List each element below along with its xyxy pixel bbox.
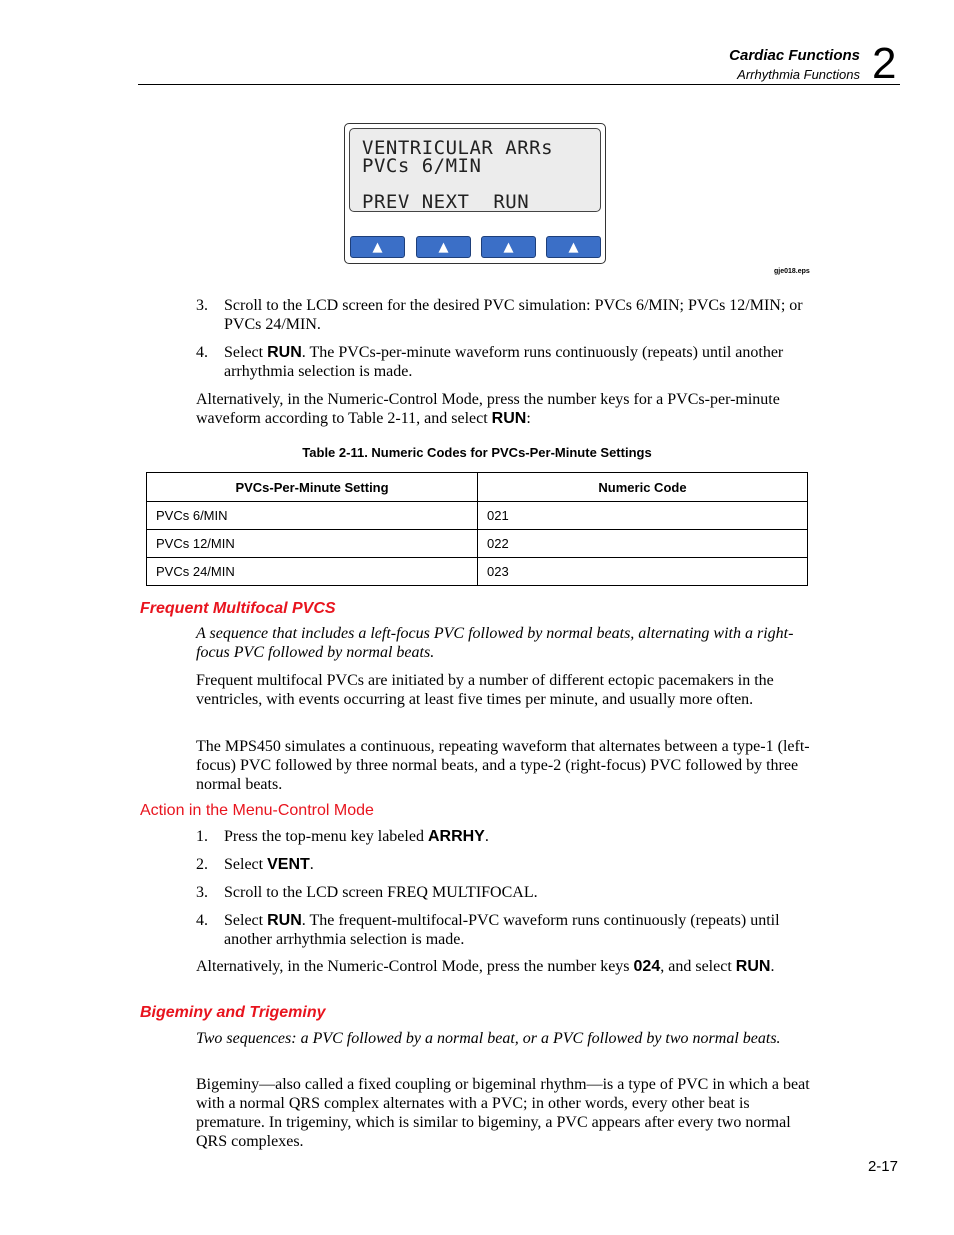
table-row: PVCs 12/MIN 022 xyxy=(147,530,808,558)
table-row: PVCs 6/MIN 021 xyxy=(147,502,808,530)
paragraph: Alternatively, in the Numeric-Control Mode, press the number keys for a PVCs-per-minute waveform according to Table 2-11, and select RUN: xyxy=(196,391,780,427)
lcd-line-3: PREV NEXT RUN xyxy=(362,191,530,213)
chapter-number: 2 xyxy=(872,39,897,88)
list-item: 3. Scroll to the LCD screen for the desired PVC simulation: PVCs 6/MIN; PVCs 12/MIN; or PVCs 24/MIN. xyxy=(196,297,803,333)
up-arrow-icon: ▲ xyxy=(372,239,383,255)
paragraph: Frequent multifocal PVCs are initiated by a number of different ectopic pacemakers in the ventricles, with events occurring at least five times per minute, and usually more often. xyxy=(196,672,774,708)
soft-key-3 xyxy=(481,236,536,258)
simulator-panel-figure xyxy=(344,123,606,264)
figure-file-label: gje018.eps xyxy=(774,268,810,275)
header-rule xyxy=(138,84,900,85)
list-item: 1. Press the top-menu key labeled ARRHY. xyxy=(196,828,489,845)
numeric-codes-table xyxy=(146,472,808,586)
up-arrow-icon: ▲ xyxy=(568,239,579,255)
paragraph: The MPS450 simulates a continuous, repeating waveform that alternates between a type-1 (left-focus) PVC followed by three normal beats, and a type-2 (right-focus) PVC followed by three normal beats. xyxy=(196,738,810,793)
lcd-screen xyxy=(349,128,601,212)
soft-key-4 xyxy=(546,236,601,258)
section-summary: A sequence that includes a left-focus PVC followed by normal beats, alternating with a right-focus PVC followed by normal beats. xyxy=(196,625,794,661)
page-number: 2-17 xyxy=(867,1158,898,1175)
paragraph: Alternatively, in the Numeric-Control Mode, press the number keys 024, and select RUN. xyxy=(196,958,775,975)
soft-key-1 xyxy=(350,236,405,258)
list-item: 3. Scroll to the LCD screen FREQ MULTIFOCAL. xyxy=(196,884,538,901)
section-summary: Two sequences: a PVC followed by a normal beat, or a PVC followed by two normal beats. xyxy=(196,1030,781,1047)
list-item: 2. Select VENT. xyxy=(196,856,314,873)
paragraph: Bigeminy—also called a fixed coupling or bigeminal rhythm—is a type of PVC in which a beat with a normal QRS complex alternates with a PVC; in other words, every other beat is premature. In trigeminy, which is similar to bigeminy, a PVC appears after every two normal QRS complexes. xyxy=(196,1076,810,1150)
subsection-heading: Action in the Menu-Control Mode xyxy=(140,802,374,819)
list-item: 4. Select RUN. The frequent-multifocal-PVC waveform runs continuously (repeats) until another arrhythmia selection is made. xyxy=(196,912,780,948)
lcd-line-2: PVCs 6/MIN xyxy=(362,155,482,177)
list-item: 4. Select RUN. The PVCs-per-minute waveform runs continuously (repeats) until another arrhythmia selection is made. xyxy=(196,344,784,380)
section-heading: Frequent Multifocal PVCS xyxy=(140,600,336,617)
table-row: PVCs 24/MIN 023 xyxy=(147,558,808,586)
lcd-line-1: VENTRICULAR ARRs xyxy=(362,137,554,159)
column-header: PVCs-Per-Minute Setting xyxy=(147,473,478,502)
running-header-title: Cardiac Functions xyxy=(729,47,860,64)
up-arrow-icon: ▲ xyxy=(438,239,449,255)
running-header-subtitle: Arrhythmia Functions xyxy=(737,67,860,82)
table-caption: Table 2-11. Numeric Codes for PVCs-Per-Minute Settings xyxy=(302,445,652,460)
soft-key-2 xyxy=(416,236,471,258)
up-arrow-icon: ▲ xyxy=(503,239,514,255)
section-heading: Bigeminy and Trigeminy xyxy=(140,1004,326,1021)
column-header: Numeric Code xyxy=(478,473,808,502)
